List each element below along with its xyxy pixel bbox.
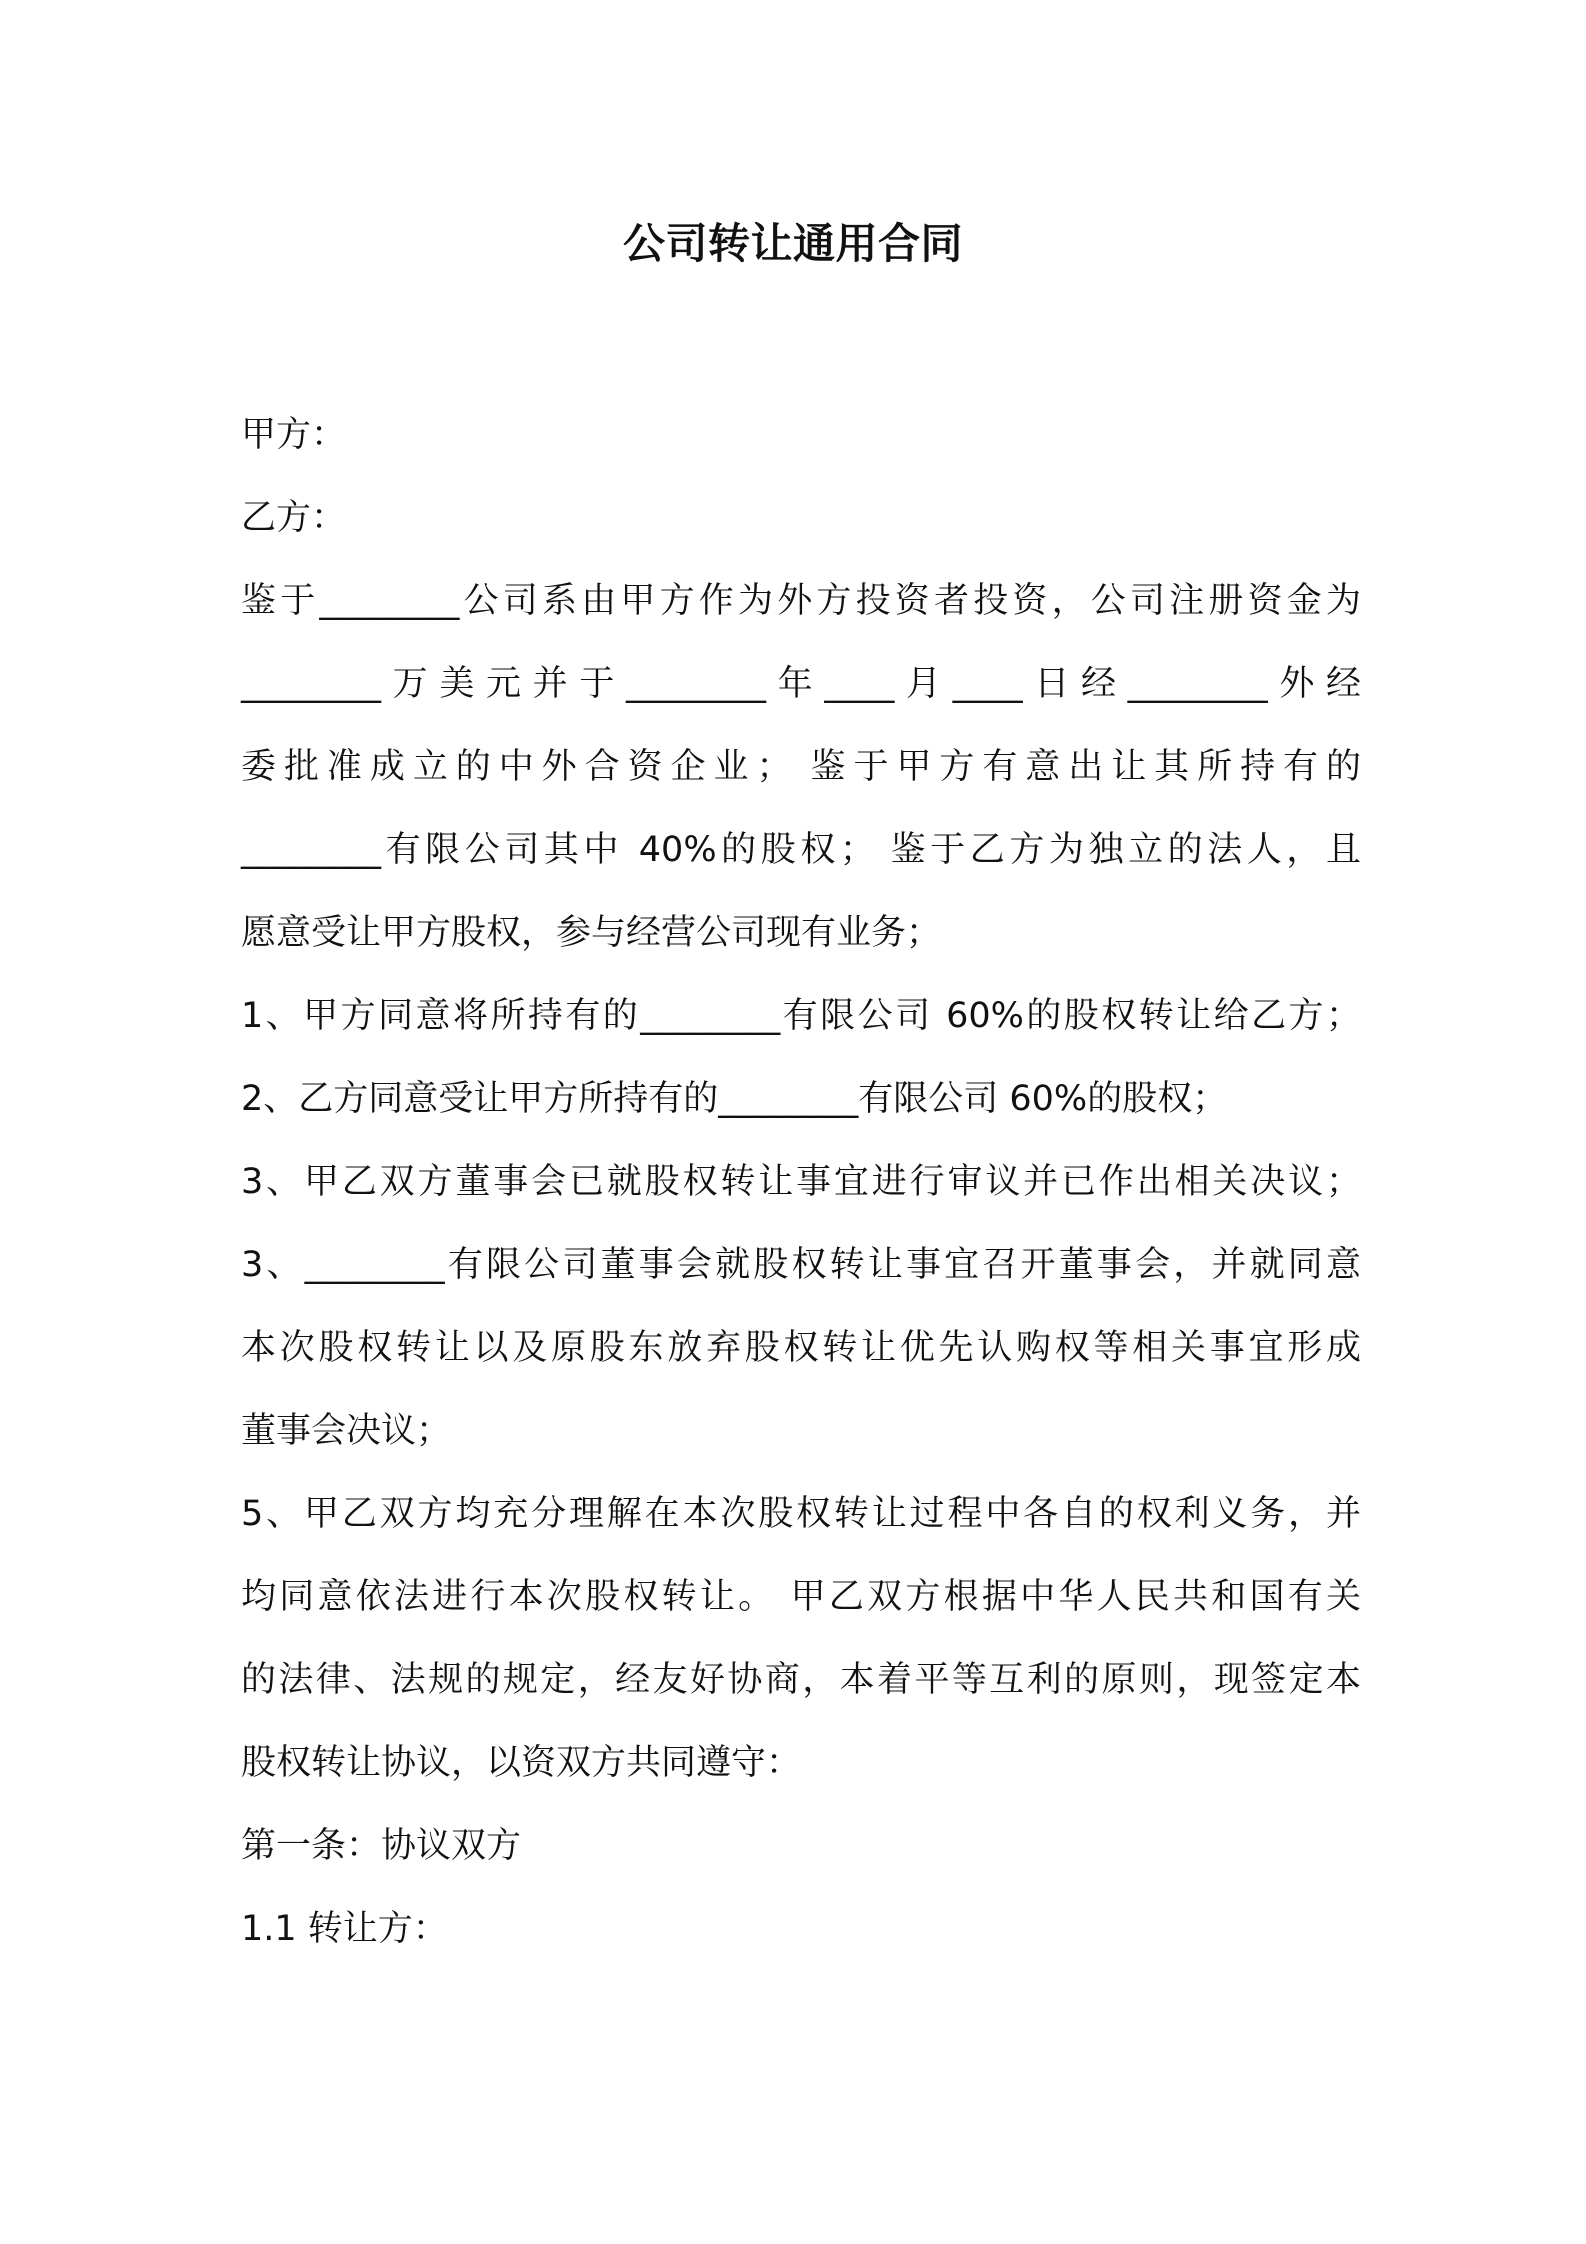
paragraph-line: 委批准成立的中外合资企业； 鉴于甲方有意出让其所持有的: [241, 747, 1361, 787]
paragraph-line: ________有限公司其中 40%的股权； 鉴于乙方为独立的法人，且: [241, 830, 1361, 870]
paragraph-line: 董事会决议；: [241, 1411, 452, 1451]
subsection-heading: 1.1 转让方：: [241, 1909, 448, 1949]
clause-item: 3、________有限公司董事会就股权转让事宜召开董事会，并就同意: [241, 1245, 1361, 1285]
document-title: 公司转让通用合同: [622, 219, 963, 268]
paragraph-line: ________万美元并于________年____月____日经________外经: [241, 664, 1361, 704]
paragraph-line: 愿意受让甲方股权，参与经营公司现有业务；: [241, 913, 942, 953]
paragraph-line: 鉴于________公司系由甲方作为外方投资者投资，公司注册资金为: [241, 581, 1361, 621]
paragraph-line: 股权转让协议，以资双方共同遵守：: [241, 1743, 802, 1783]
paragraph-line: 的法律、法规的规定，经友好协商，本着平等互利的原则，现签定本: [241, 1660, 1361, 1700]
clause-item: 2、乙方同意受让甲方所持有的________有限公司 60%的股权；: [241, 1079, 1228, 1119]
paragraph-line: 均同意依法进行本次股权转让。 甲乙双方根据中华人民共和国有关: [241, 1577, 1361, 1617]
clause-item: 3、甲乙双方董事会已就股权转让事宜进行审议并已作出相关决议；: [241, 1162, 1361, 1202]
party-a-line: 甲方：: [241, 415, 347, 455]
party-b-line: 乙方：: [241, 498, 347, 538]
clause-item: 1、甲方同意将所持有的________有限公司 60%的股权转让给乙方；: [241, 996, 1361, 1036]
paragraph-line: 本次股权转让以及原股东放弃股权转让优先认购权等相关事宜形成: [241, 1328, 1361, 1368]
section-heading: 第一条：协议双方: [241, 1826, 522, 1866]
clause-item: 5、甲乙双方均充分理解在本次股权转让过程中各自的权利义务，并: [241, 1494, 1361, 1534]
